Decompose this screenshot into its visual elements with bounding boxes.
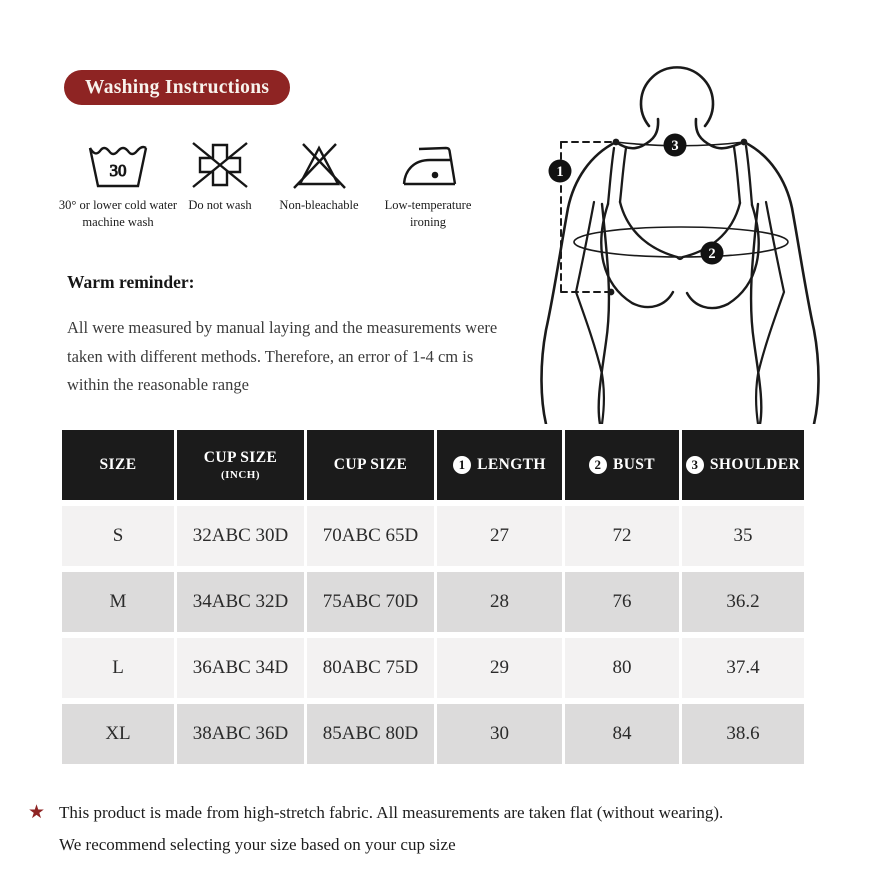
figure-marker-shoulder [664,134,687,157]
cell: 84 [565,704,679,764]
col-label: CUP SIZE [203,449,278,466]
care-item-low-temp-iron [372,138,484,230]
circled-3-icon: 3 [686,456,704,474]
col-header-bust [565,430,679,500]
footnote-line: We recommend selecting your size based on your cup size [59,834,456,854]
table-row-xl [62,704,804,764]
cell: 72 [565,506,679,566]
cell: 27 [437,506,562,566]
star-icon: ★ [28,802,46,823]
cell: 30 [437,704,562,764]
cell: 75ABC 70D [307,572,434,632]
wash-temperature-value: 30 [109,161,127,180]
cell: S [62,506,174,566]
size-chart-table [59,424,807,770]
cell: 34ABC 32D [177,572,304,632]
care-label: Do not wash [188,198,252,212]
cell: XL [62,704,174,764]
col-label: SIZE [99,456,137,473]
svg-text:2: 2 [708,246,716,262]
cell: 38.6 [682,704,804,764]
cell: 28 [437,572,562,632]
care-label: Low-temperature ironing [384,198,472,229]
reminder-line: taken with different methods. Therefore, an error of 1-4 cm is [67,346,474,366]
cell: 70ABC 65D [307,506,434,566]
care-label: Non-bleachable [279,198,359,212]
col-sublabel: (INCH) [220,469,261,481]
col-header-cup-size-inch [177,430,304,500]
reminder-line: within the reasonable range [67,375,249,394]
care-item-machine-wash [56,138,180,230]
do-not-wash-icon [187,138,253,192]
col-header-size [62,430,174,500]
figure-marker-length [549,160,572,183]
cell: 36.2 [682,572,804,632]
cell: 85ABC 80D [307,704,434,764]
cell: 80 [565,638,679,698]
cell: M [62,572,174,632]
table-row-l [62,638,804,698]
figure-head [641,67,713,126]
cell: 29 [437,638,562,698]
care-item-non-bleachable [266,138,372,214]
cell: 32ABC 30D [177,506,304,566]
col-header-length [437,430,562,500]
svg-text:3: 3 [671,138,679,154]
low-temperature-ironing-icon [395,138,461,192]
table-row-m [62,572,804,632]
cell: 35 [682,506,804,566]
cell: L [62,638,174,698]
non-bleachable-icon [286,138,352,192]
col-label: SHOULDER [709,456,801,473]
figure-marker-bust [701,242,724,265]
footnote-line: This product is made from high-stretch fabric. All measurements are taken flat (without wearing). [59,803,724,822]
measurement-figure [528,12,890,424]
warm-reminder-text [67,314,547,400]
cell: 36ABC 34D [177,638,304,698]
table-row-s [62,506,804,566]
machine-wash-30-icon [85,138,151,192]
col-label: CUP SIZE [333,456,408,473]
cell: 76 [565,572,679,632]
washing-instructions-badge: Washing Instructions [64,70,290,105]
warm-reminder-title: Warm reminder: [67,272,195,292]
footnote [28,797,723,860]
col-label: BUST [612,456,656,473]
reminder-line: All were measured by manual laying and the measurements were [67,318,498,337]
table-header-row [62,430,804,500]
col-label: LENGTH [477,456,546,473]
circled-1-icon: 1 [453,456,471,474]
svg-text:1: 1 [556,164,564,180]
cell: 38ABC 36D [177,704,304,764]
care-label: 30° or lower cold water machine wash [58,198,178,229]
cell: 80ABC 75D [307,638,434,698]
circled-2-icon: 2 [589,456,607,474]
cell: 37.4 [682,638,804,698]
col-header-cup-size [307,430,434,500]
col-header-shoulder [682,430,804,500]
care-item-do-not-wash [172,138,268,214]
